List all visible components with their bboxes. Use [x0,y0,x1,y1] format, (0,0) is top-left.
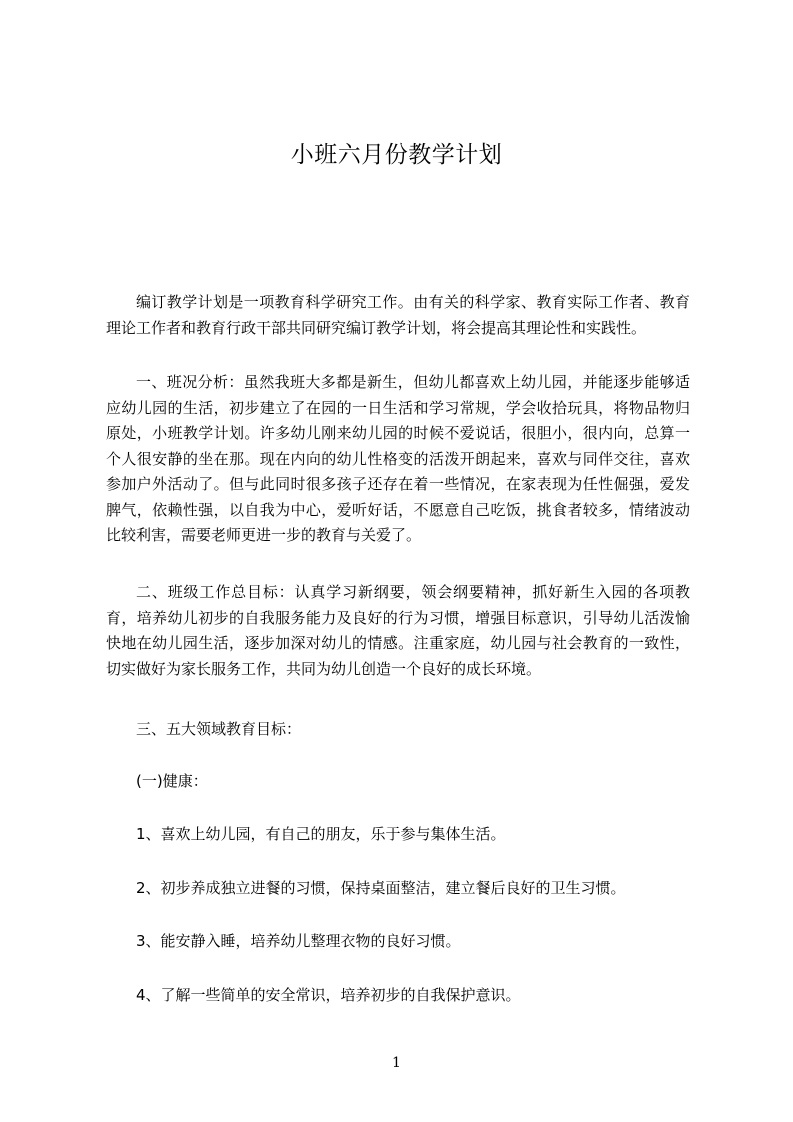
health-item: 1、喜欢上幼儿园，有自己的朋友，乐于参与集体生活。 [136,825,506,843]
health-item: 2、初步养成独立进餐的习惯，保持桌面整洁，建立餐后良好的卫生习惯。 [136,879,626,897]
health-item: 3、能安静入睡，培养幼儿整理衣物的良好习惯。 [136,932,461,950]
section3-heading: 三、五大领域教育目标： [136,720,302,738]
intro-paragraph: 编订教学计划是一项教育科学研究工作。由有关的科学家、教育实际工作者、教育理论工作者和教育行政干部共同研究编订教学计划，将会提高其理论性和实践性。 [106,293,690,337]
page-number: 1 [392,1055,401,1071]
health-item: 4、了解一些简单的安全常识，培养初步的自我保护意识。 [136,986,521,1004]
work-goal-paragraph: 二、班级工作总目标：认真学习新纲要，领会纲要精神，抓好新生入园的各项教育，培养幼儿初步的自我服务能力及良好的行为习惯，增强目标意识，引导幼儿活泼愉快地在幼儿园生活，逐步加深对幼儿的情感。注重家庭，幼儿园与社会教育的一致性，切实做好为家长服务工作，共同为幼儿创造一个良好的成长环境。 [106,583,690,678]
document-title: 小班六月份教学计划 [290,142,503,168]
class-analysis-paragraph: 一、班况分析：虽然我班大多都是新生，但幼儿都喜欢上幼儿园，并能逐步能够适应幼儿园的生活，初步建立了在园的一日生活和学习常规，学会收拾玩具，将物品物归原处，小班教学计划。许多幼儿刚来幼儿园的时候不爱说话，很胆小，很内向，总算一个人很安静的坐在那。现在内向的幼儿性格变的活泼开朗起来，喜欢与同伴交往，喜欢参加户外活动了。但与此同时很多孩子还存在着一些情况，在家表现为任性倔强，爱发脾气，依赖性强，以自我为中心，爱听好话，不愿意自己吃饭，挑食者较多，情绪波动比较利害，需要老师更进一步的教育与关爱了。 [106,373,690,544]
health-heading: (一)健康： [136,772,208,790]
